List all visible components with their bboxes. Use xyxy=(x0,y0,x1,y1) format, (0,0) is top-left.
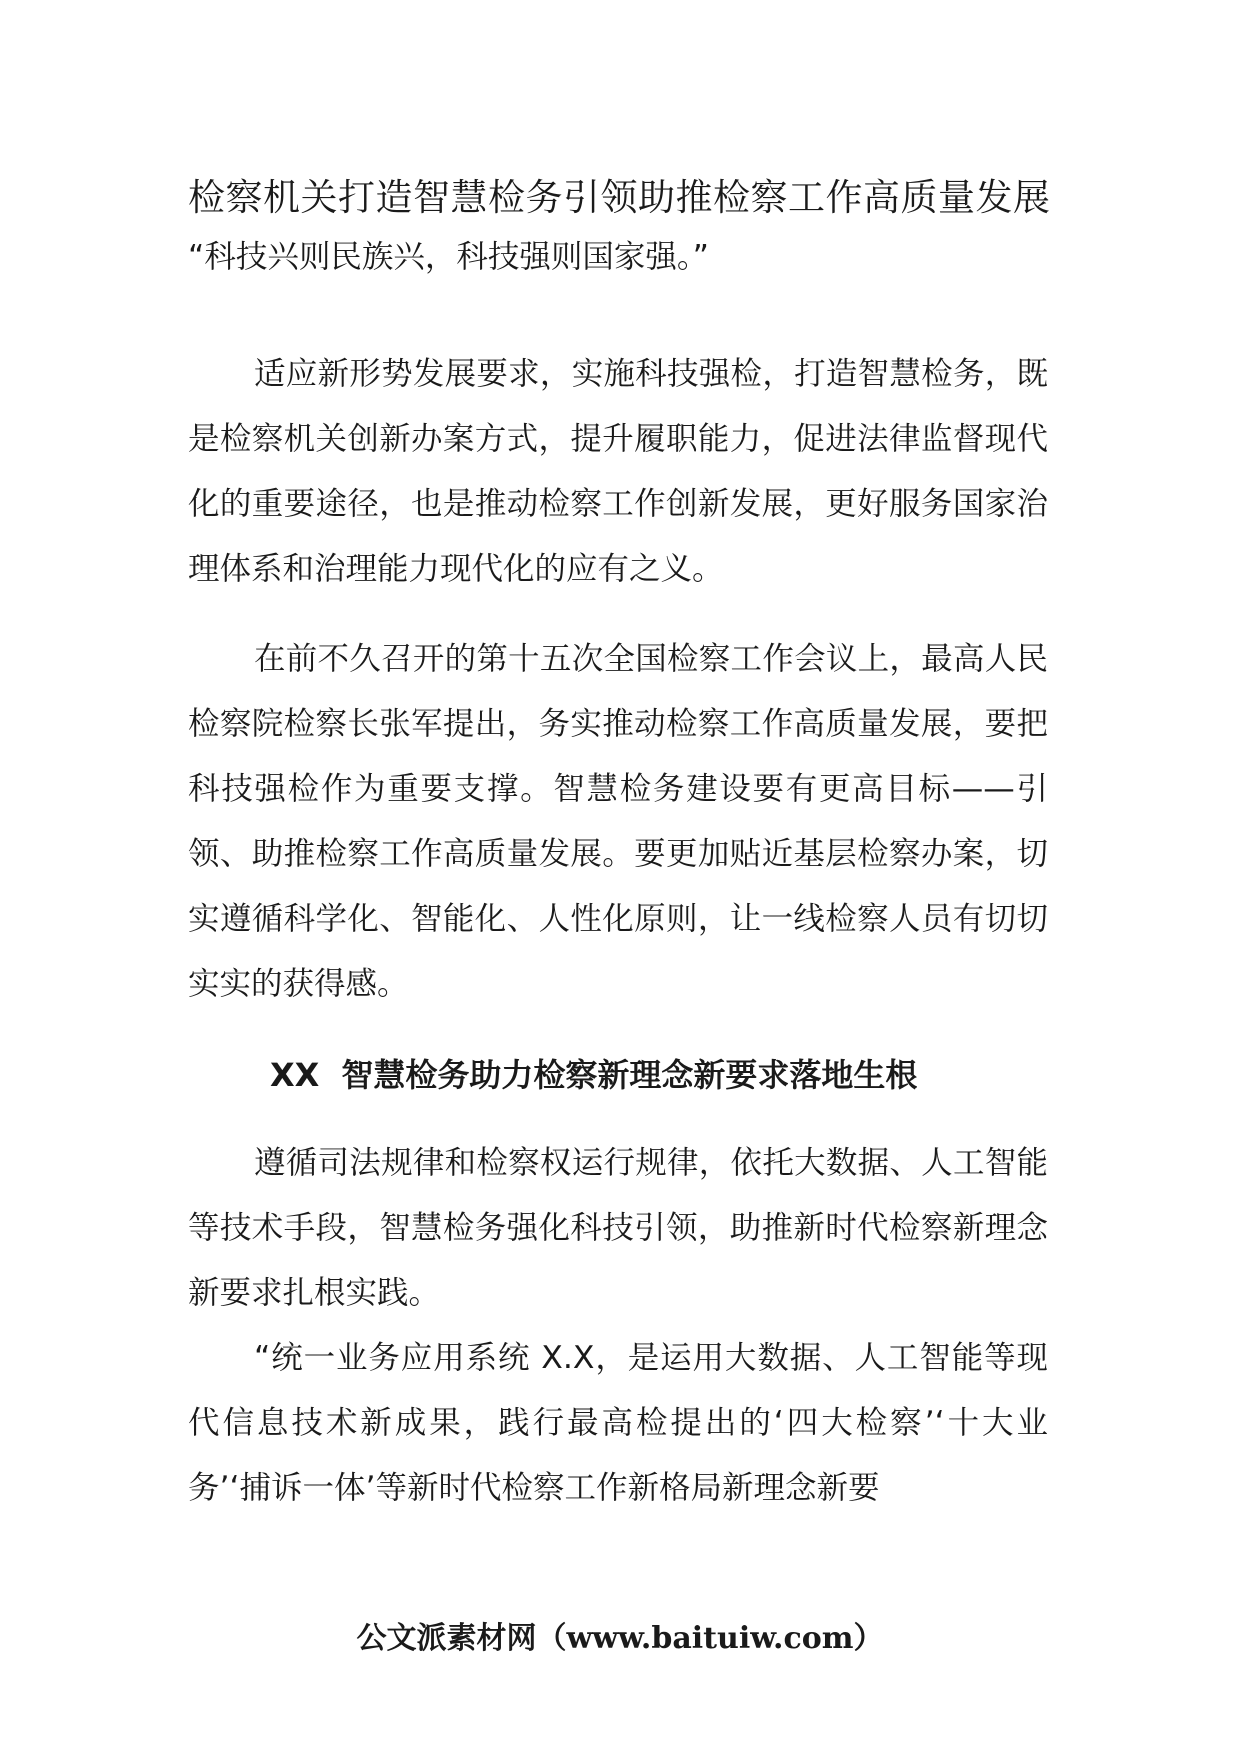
paragraph-4: “统一业务应用系统 X.X，是运用大数据、人工智能等现代信息技术新成果，践行最高检提出的‘四大检察’‘十大业务’‘捕诉一体’等新时代检察工作新格局新理念新要 xyxy=(188,1340,1048,1506)
paragraph-2: 在前不久召开的第十五次全国检察工作会议上，最高人民检察院检察长张军提出，务实推动检察工作高质量发展，要把科技强检作为重要支撑。智慧检务建设要有更高目标——引领、助推检察工作高质量发展。要更加贴近基层检察办案，切实遵循科学化、智能化、人性化原则，让一线检察人员有切切实实的获得感。 xyxy=(188,641,1048,1002)
section-number: XX xyxy=(270,1056,320,1094)
section-heading-text: 智慧检务助力检察新理念新要求落地生根 xyxy=(341,1056,918,1094)
paragraph-1: 适应新形势发展要求，实施科技强检，打造智慧检务，既是检察机关创新办案方式，提升履职能力，促进法律监督现代化的重要途径，也是推动检察工作创新发展，更好服务国家治理体系和治理能力现代化的应有之义。 xyxy=(188,356,1048,587)
section-heading xyxy=(270,1050,917,1100)
document-title: 检察机关打造智慧检务引领助推检察工作高质量发展 xyxy=(188,176,1051,219)
footer-source-text: 公文派素材网（www.baituiw.com） xyxy=(356,1621,884,1656)
opening-quote: “科技兴则民族兴，科技强则国家强。” xyxy=(188,239,709,275)
paragraph-3: 遵循司法规律和检察权运行规律，依托大数据、人工智能等技术手段，智慧检务强化科技引领，助推新时代检察新理念新要求扎根实践。 xyxy=(188,1145,1048,1311)
